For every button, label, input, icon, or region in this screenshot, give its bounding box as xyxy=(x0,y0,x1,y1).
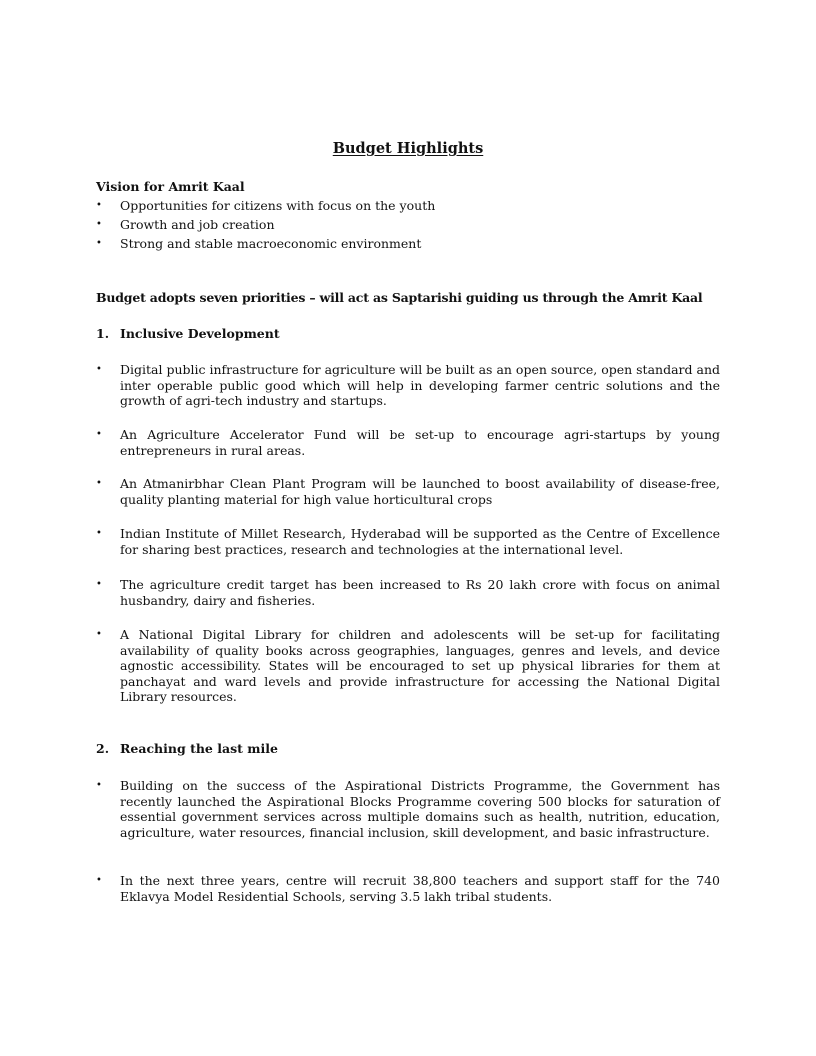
list-item-text: Indian Institute of Millet Research, Hyderabad will be supported as the Centre of Excellence for sharing best practices, research and technologies at the international level. xyxy=(120,526,720,557)
section-title: Reaching the last mile xyxy=(120,741,278,756)
list-item-text: Building on the success of the Aspirational Districts Programme, the Government has recently launched the Aspirational Blocks Programme covering 500 blocks for saturation of essential government services across multiple domains such as health, nutrition, education, agriculture, water resources, financial inclusion, skill development, and basic infrastructure. xyxy=(120,778,720,840)
bullet-icon: • xyxy=(96,478,102,489)
bullet-icon: • xyxy=(96,579,102,590)
section-title: Inclusive Development xyxy=(120,326,280,341)
list-item-text: A National Digital Library for children and adolescents will be set-up for facilitating availability of quality books across geographies, languages, genres and levels, and device agnostic accessibility. States will be encouraged to set up physical libraries for them at panchayat and ward levels and provide infrastructure for accessing the National Digital Library resources. xyxy=(120,627,720,705)
list-item xyxy=(96,427,720,458)
list-item xyxy=(96,778,720,840)
section-number: 2. xyxy=(96,741,110,756)
list-item xyxy=(96,627,720,705)
list-item-text: Digital public infrastructure for agriculture will be built as an open source, open standard and inter operable public good which will help in developing farmer centric solutions and the growth of agri-tech industry and startups. xyxy=(120,362,720,409)
list-item xyxy=(96,577,720,608)
list-item xyxy=(96,476,720,507)
bullet-icon: • xyxy=(96,528,102,539)
vision-item-text: Growth and job creation xyxy=(120,217,275,232)
bullet-icon: • xyxy=(96,238,102,249)
vision-item-text: Strong and stable macroeconomic environment xyxy=(120,236,422,251)
bullet-icon: • xyxy=(96,629,102,640)
list-item-text: An Agriculture Accelerator Fund will be set-up to encourage agri-startups by young entrepreneurs in rural areas. xyxy=(120,427,720,458)
bullet-icon: • xyxy=(96,429,102,440)
bullet-icon: • xyxy=(96,780,102,791)
vision-item-text: Opportunities for citizens with focus on the youth xyxy=(120,198,436,213)
list-item xyxy=(96,873,720,904)
list-item xyxy=(96,362,720,409)
page-title: Budget Highlights xyxy=(332,140,484,157)
section-heading-reaching-last-mile xyxy=(96,741,278,756)
list-item xyxy=(96,526,720,557)
bullet-icon: • xyxy=(96,364,102,375)
section-number: 1. xyxy=(96,326,110,341)
bullet-icon: • xyxy=(96,875,102,886)
section-heading-inclusive-development xyxy=(96,326,280,341)
bullet-icon: • xyxy=(96,219,102,230)
priorities-heading: Budget adopts seven priorities – will act as Saptarishi guiding us through the Amrit Kaal xyxy=(96,290,703,305)
bullet-icon: • xyxy=(96,200,102,211)
list-item-text: In the next three years, centre will recruit 38,800 teachers and support staff for the 740 Eklavya Model Residential Schools, serving 3.5 lakh tribal students. xyxy=(120,873,720,904)
vision-heading: Vision for Amrit Kaal xyxy=(96,179,245,194)
list-item-text: An Atmanirbhar Clean Plant Program will be launched to boost availability of disease-free, quality planting material for high value horticultural crops xyxy=(120,476,720,507)
list-item-text: The agriculture credit target has been increased to Rs 20 lakh crore with focus on animal husbandry, dairy and fisheries. xyxy=(120,577,720,608)
